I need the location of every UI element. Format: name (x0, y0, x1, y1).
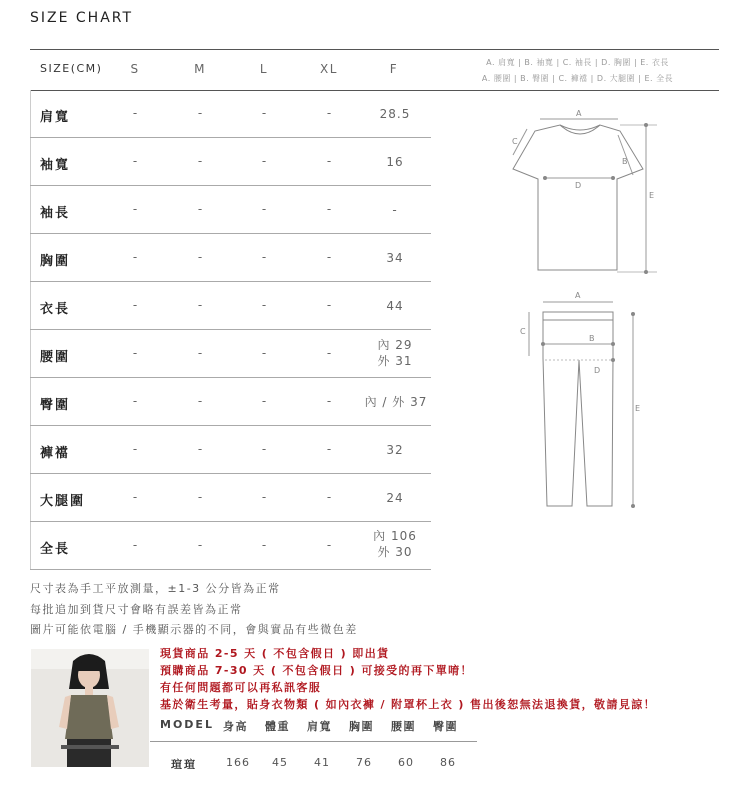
header-size-f: F (389, 62, 399, 76)
pants-label-d: D (594, 366, 601, 375)
model-header-chest: 胸圍 (349, 720, 374, 733)
cell-l: - (261, 394, 267, 408)
cell-f-line1: 32 (386, 443, 404, 457)
pants-dot (611, 358, 615, 362)
row-label: 全長 (40, 542, 71, 557)
cell-f (360, 202, 430, 218)
cell-f-line2: 外 31 (377, 354, 413, 368)
row-label: 衣長 (40, 302, 71, 317)
pants-label-b: B (589, 334, 595, 343)
note-line-2: 每批追加到貨尺寸會略有誤差皆為正常 (30, 603, 243, 616)
shirt-label-c: C (512, 137, 518, 146)
model-photo-illustration (31, 649, 149, 767)
row-rule (30, 521, 431, 522)
pants-dot (611, 342, 615, 346)
cell-f (360, 528, 430, 560)
pants-dot (631, 504, 635, 508)
header-size-l: L (259, 62, 269, 76)
cell-xl: - (326, 394, 332, 408)
cell-m: - (197, 346, 203, 360)
legend-bottom: A. 腰圍 | B. 臀圍 | C. 褲襠 | D. 大腿圍 | E. 全長 (481, 74, 674, 83)
cell-l: - (261, 298, 267, 312)
model-waist: 60 (398, 756, 414, 769)
cell-f-line1: 24 (386, 491, 404, 505)
model-table-rule (150, 741, 477, 742)
row-label: 肩寬 (40, 110, 71, 125)
cell-f (360, 442, 430, 458)
cell-l: - (261, 154, 267, 168)
model-hip: 86 (440, 756, 456, 769)
cell-f-line1: 內 29 (377, 338, 413, 352)
cell-l: - (261, 250, 267, 264)
pants-label-a: A (575, 291, 581, 300)
model-name: 瑄瑄 (171, 758, 197, 771)
cell-xl: - (326, 538, 332, 552)
model-header-waist: 腰圍 (391, 720, 416, 733)
contact-note: 有任何問題都可以再私訊客服 (160, 681, 322, 694)
model-header-weight: 體重 (265, 720, 290, 733)
table-header-rule (30, 90, 719, 91)
cell-m: - (197, 490, 203, 504)
model-chest: 76 (356, 756, 372, 769)
cell-f-line1: 內 106 (373, 529, 417, 543)
pants-outline (543, 312, 613, 506)
cell-s: - (132, 250, 138, 264)
header-size-xl: XL (320, 62, 338, 76)
model-header-height: 身高 (223, 720, 248, 733)
row-label: 大腿圍 (40, 494, 86, 509)
row-rule (30, 233, 431, 234)
cell-m: - (197, 298, 203, 312)
cell-m: - (197, 538, 203, 552)
shipping-note-instock: 現貨商品 2-5 天 ( 不包含假日 ) 即出貨 (160, 647, 390, 660)
pants-dot (631, 312, 635, 316)
cell-f-line1: 34 (386, 251, 404, 265)
cell-l: - (261, 106, 267, 120)
cell-l: - (261, 490, 267, 504)
cell-xl: - (326, 490, 332, 504)
legend-top: A. 肩寬 | B. 袖寬 | C. 袖長 | D. 胸圍 | E. 衣長 (486, 58, 669, 67)
shirt-outline (513, 125, 643, 270)
header-size-s: S (130, 62, 140, 76)
shirt-label-a: A (576, 109, 582, 118)
row-label: 褲襠 (40, 446, 71, 461)
row-label: 袖長 (40, 206, 71, 221)
header-size-m: M (194, 62, 206, 76)
cell-f (360, 337, 430, 369)
cell-f (360, 490, 430, 506)
model-shoulder: 41 (314, 756, 330, 769)
cell-l: - (261, 202, 267, 216)
row-rule (30, 137, 431, 138)
row-rule (30, 425, 431, 426)
shirt-label-b: B (622, 157, 628, 166)
row-label: 袖寬 (40, 158, 71, 173)
cell-s: - (132, 394, 138, 408)
header-size-cm: SIZE(CM) (40, 62, 103, 75)
shirt-dot (644, 123, 648, 127)
row-label: 臀圍 (40, 398, 71, 413)
table-top-rule (30, 49, 719, 50)
cell-xl: - (326, 298, 332, 312)
cell-m: - (197, 202, 203, 216)
cell-xl: - (326, 202, 332, 216)
cell-f (360, 106, 430, 122)
row-rule (30, 185, 431, 186)
cell-f (356, 394, 436, 410)
model-height: 166 (226, 756, 250, 769)
shirt-dot (644, 270, 648, 274)
cell-f-line1: 16 (386, 155, 404, 169)
shirt-dot (611, 176, 615, 180)
model-photo (31, 649, 149, 767)
row-rule (30, 377, 431, 378)
cell-f-line2: 外 30 (377, 545, 413, 559)
table-left-border (30, 90, 31, 570)
cell-m: - (197, 394, 203, 408)
cell-f-line1: 內 / 外 37 (364, 395, 428, 409)
pants-dot (541, 342, 545, 346)
cell-f (360, 298, 430, 314)
cell-f (360, 154, 430, 170)
cell-f-line1: 28.5 (379, 107, 411, 121)
row-label: 腰圍 (40, 350, 71, 365)
cell-xl: - (326, 346, 332, 360)
note-line-1: 尺寸表為手工平放測量，±1-3 公分皆為正常 (30, 582, 281, 595)
cell-s: - (132, 538, 138, 552)
cell-xl: - (326, 250, 332, 264)
row-label: 胸圍 (40, 254, 71, 269)
cell-s: - (132, 490, 138, 504)
model-weight: 45 (272, 756, 288, 769)
cell-m: - (197, 250, 203, 264)
cell-l: - (261, 538, 267, 552)
return-policy-note: 基於衛生考量，貼身衣物類 ( 如內衣褲 / 附罩杯上衣 ) 售出後恕無法退換貨，敬請見諒！ (160, 698, 657, 711)
shirt-diagram (505, 105, 665, 280)
shirt-dot (543, 176, 547, 180)
model-header-shoulder: 肩寬 (307, 720, 332, 733)
model-header-label: MODEL (160, 718, 214, 731)
model-header-hip: 臀圍 (433, 720, 458, 733)
pants-label-c: C (520, 327, 526, 336)
cell-s: - (132, 202, 138, 216)
row-rule (30, 569, 431, 570)
row-rule (30, 281, 431, 282)
shipping-note-preorder: 預購商品 7-30 天 ( 不包含假日 ) 可接受的再下單唷！ (160, 664, 473, 677)
cell-l: - (261, 346, 267, 360)
size-chart-title: SIZE CHART (30, 10, 134, 26)
cell-s: - (132, 442, 138, 456)
cell-s: - (132, 106, 138, 120)
cell-m: - (197, 442, 203, 456)
cell-m: - (197, 106, 203, 120)
shirt-label-d: D (575, 181, 582, 190)
cell-m: - (197, 154, 203, 168)
row-rule (30, 473, 431, 474)
cell-l: - (261, 442, 267, 456)
pants-label-e: E (635, 404, 641, 413)
pants-diagram (515, 288, 655, 510)
cell-f-line1: - (392, 203, 398, 217)
cell-xl: - (326, 442, 332, 456)
cell-f (360, 250, 430, 266)
cell-xl: - (326, 106, 332, 120)
shirt-label-e: E (649, 191, 655, 200)
row-rule (30, 329, 431, 330)
cell-s: - (132, 346, 138, 360)
cell-s: - (132, 298, 138, 312)
cell-xl: - (326, 154, 332, 168)
cell-f-line1: 44 (386, 299, 404, 313)
cell-s: - (132, 154, 138, 168)
note-line-3: 圖片可能依電腦 / 手機顯示器的不同，會與實品有些微色差 (30, 623, 358, 636)
